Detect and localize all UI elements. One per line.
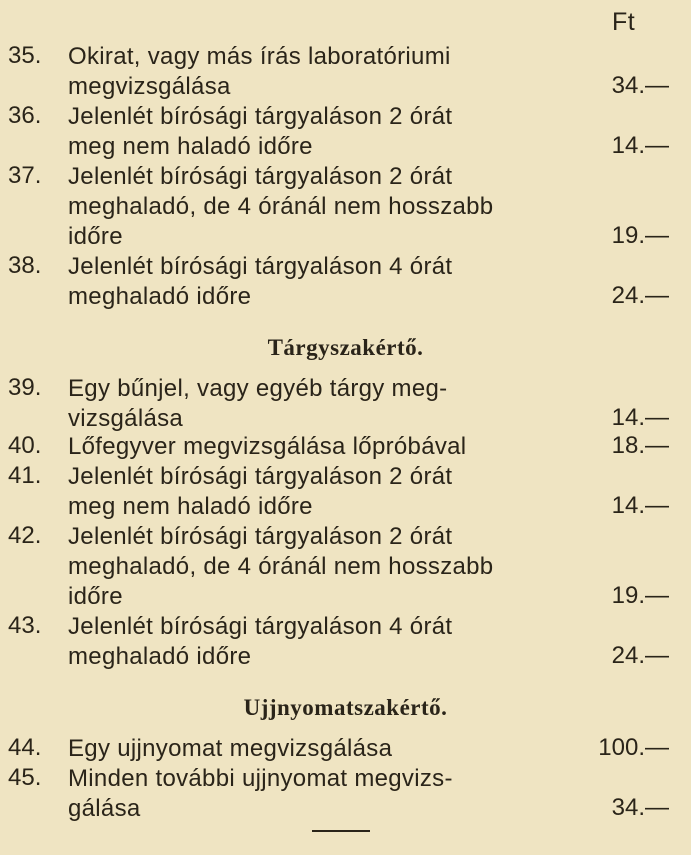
item-text-line: Jelenlét bírósági tárgyaláson 4 órát [68,613,453,640]
item-text-line: meghaladó időre [68,283,252,310]
item-price: 14.— [611,404,669,431]
closing-rule [312,830,370,832]
item-number: 39. [8,374,42,401]
item-price: 24.— [611,642,669,669]
item-number: 43. [8,612,42,639]
item-number: 35. [8,42,42,69]
item-text-line: meghaladó, de 4 óránál nem hosszabb [68,193,494,220]
item-price: 19.— [611,222,669,249]
item-text-line: meghaladó időre [68,643,252,670]
item-price: 100.— [598,734,669,761]
item-price: 24.— [611,282,669,309]
section-heading: Tárgyszakértő. [267,335,424,360]
item-number: 42. [8,522,42,549]
item-price: 19.— [611,582,669,609]
item-text-line: gálása [68,795,141,822]
item-text-line: Okirat, vagy más írás laboratóriumi [68,43,451,70]
item-text-line: Egy bűnjel, vagy egyéb tárgy meg- [68,375,448,402]
currency-column-header: Ft [612,8,636,36]
item-text-line: Egy ujjnyomat megvizsgálása [68,735,393,762]
item-number: 44. [8,734,42,761]
item-number: 37. [8,162,42,189]
item-number: 40. [8,432,42,459]
item-price: 34.— [611,794,669,821]
item-text-line: Jelenlét bírósági tárgyaláson 2 órát [68,163,453,190]
item-text-line: meg nem haladó időre [68,493,313,520]
item-price: 34.— [611,72,669,99]
item-number: 36. [8,102,42,129]
item-text-line: Lőfegyver megvizsgálása lőpróbával [68,433,467,460]
item-text-line: időre [68,583,123,610]
item-text-line: Jelenlét bírósági tárgyaláson 2 órát [68,103,453,130]
item-text-line: meghaladó, de 4 óránál nem hosszabb [68,553,494,580]
item-number: 38. [8,252,42,279]
item-price: 18.— [611,432,669,459]
item-price: 14.— [611,132,669,159]
item-text-line: vizsgálása [68,405,184,432]
item-text-line: Jelenlét bírósági tárgyaláson 2 órát [68,523,453,550]
item-text-line: Jelenlét bírósági tárgyaláson 4 órát [68,253,453,280]
item-text-line: Minden további ujjnyomat megvizs- [68,765,453,792]
item-number: 45. [8,764,42,791]
item-number: 41. [8,462,42,489]
item-text-line: megvizsgálása [68,73,231,100]
section-heading: Ujjnyomatszakértő. [243,695,448,720]
item-text-line: időre [68,223,123,250]
item-price: 14.— [611,492,669,519]
item-text-line: Jelenlét bírósági tárgyaláson 2 órát [68,463,453,490]
item-text-line: meg nem haladó időre [68,133,313,160]
